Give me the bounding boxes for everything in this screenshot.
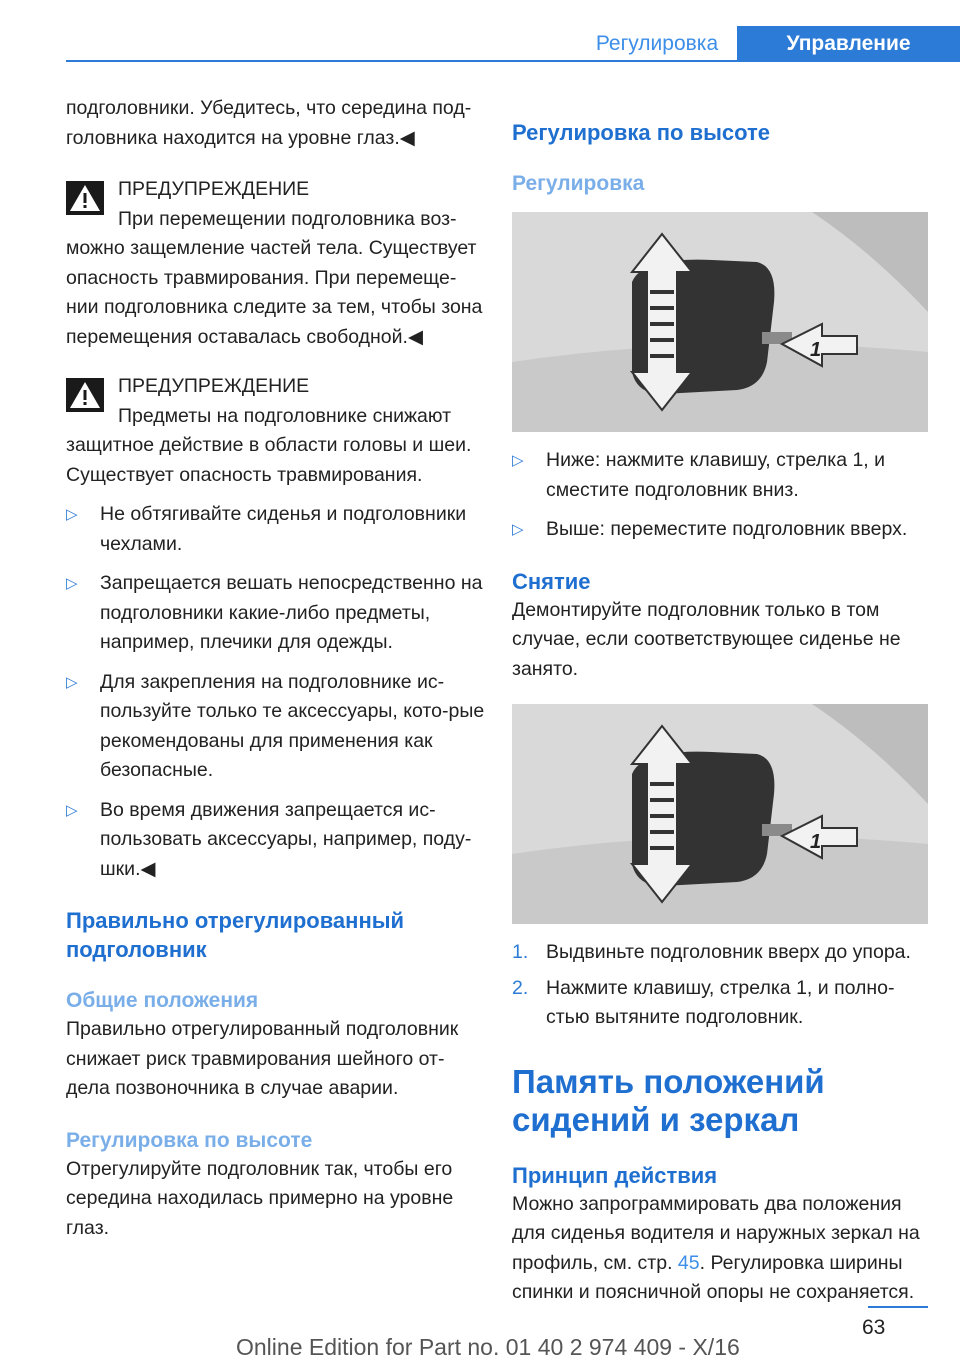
headrest-illustration — [512, 212, 928, 432]
list-item: ▷ Ниже: нажмите клавишу, стрелка 1, и сместите подголовник вниз. — [512, 446, 932, 505]
left-column — [66, 94, 486, 1243]
list-item: ▷ Не обтягивайте сиденья и подголовники чехлами. — [66, 500, 486, 559]
paragraph: Правильно отрегулированный подголовник снижает риск травмирования шейного от-дела позвоночника в случае аварии. — [66, 1018, 459, 1099]
paragraph: Отрегулируйте подголовник так, чтобы его середина находилась примерно на уровне глаз. — [66, 1157, 454, 1239]
step-number: 1. — [512, 941, 529, 963]
bullet-marker-icon: ▷ — [66, 506, 78, 523]
section-heading: Правильно отрегулированный подголовник — [66, 908, 405, 962]
list-item: 1. Выдвиньте подголовник вверх до упора. — [512, 938, 932, 968]
list-item: ▷ Во время движения запрещается ис-пользовать аксессуары, например, поду-шки.◀ — [66, 796, 486, 885]
warning-text: Предметы на подголовнике снижают защитное действие в области головы и шеи. Существует опасность травмирования. — [66, 404, 472, 486]
list-item: 2. Нажмите клавишу, стрелка 1, и полно-стью вытяните подголовник. — [512, 974, 932, 1033]
bullet-marker-icon: ▷ — [66, 575, 78, 592]
section-heading: Принцип действия — [512, 1162, 718, 1188]
section-heading: Снятие — [512, 568, 591, 594]
list-item: ▷ Выше: переместите подголовник вверх. — [512, 515, 932, 545]
page-number-divider — [868, 1306, 928, 1308]
tab-regulirovka[interactable]: Регулировка — [595, 32, 719, 55]
warning-block-2 — [66, 368, 486, 490]
headrest-figure-2 — [512, 704, 928, 924]
bullet-marker-icon: ▷ — [512, 521, 524, 538]
bullet-marker-icon: ▷ — [66, 673, 78, 691]
subsection-heading: Регулировка по высоте — [66, 1128, 313, 1152]
section-heading: Регулировка по высоте — [512, 120, 771, 145]
headrest-figure-1 — [512, 212, 928, 432]
warning-block-1 — [66, 171, 486, 352]
subsection-heading: Общие положения — [66, 989, 259, 1012]
paragraph: Демонтируйте подголовник только в том случае, если соответствующее сиденье не занято. — [512, 598, 901, 680]
step-number: 2. — [512, 976, 529, 999]
svg-text:1: 1 — [810, 339, 822, 361]
svg-text:1: 1 — [810, 831, 822, 853]
edition-text: Online Edition for Part no. 01 40 2 974 409 - X/16 — [236, 1334, 740, 1360]
bullet-marker-icon: ▷ — [512, 452, 524, 469]
paragraph: Можно запрограммировать два положения для сиденья водителя и наружных зеркал на профиль, см. стр. 45. Регулировка ширины спинки и поясничной опоры не сохраняется. — [512, 1192, 920, 1303]
right-column — [512, 96, 932, 1308]
intro-text: подголовники. Убедитесь, что середина под-головника находится на уровне глаз.◀ — [66, 97, 472, 149]
list-item: ▷ Для закрепления на подголовнике ис-пользуйте только те аксессуары, кото-рые рекомендованы для применения как безопасные. — [66, 668, 486, 786]
page-number: 63 — [862, 1316, 886, 1339]
chapter-heading: Память положений сидений и зеркал — [512, 1062, 825, 1138]
subsection-heading: Регулировка — [512, 172, 645, 195]
warning-title: ПРЕДУПРЕЖДЕНИЕ — [118, 375, 310, 397]
page-link[interactable]: 45 — [677, 1251, 700, 1274]
list-item: ▷ Запрещается вешать непосредственно на подголовники какие-либо предметы, например, плечики для одежды. — [66, 569, 486, 658]
bullet-marker-icon: ▷ — [66, 801, 78, 819]
warning-text: При перемещении подголовника воз-можно защемление частей тела. Существует опасность травмирования. При перемеще-нии подголовника следите за тем, чтобы зона перемещения оставалась свободной.◀ — [66, 207, 483, 348]
tab-upravlenie[interactable]: Управление — [737, 26, 960, 61]
headrest-illustration — [512, 704, 928, 924]
warning-icon — [66, 181, 104, 215]
warning-icon — [66, 378, 104, 412]
header-divider — [66, 60, 960, 62]
warning-title: ПРЕДУПРЕЖДЕНИЕ — [118, 178, 310, 200]
